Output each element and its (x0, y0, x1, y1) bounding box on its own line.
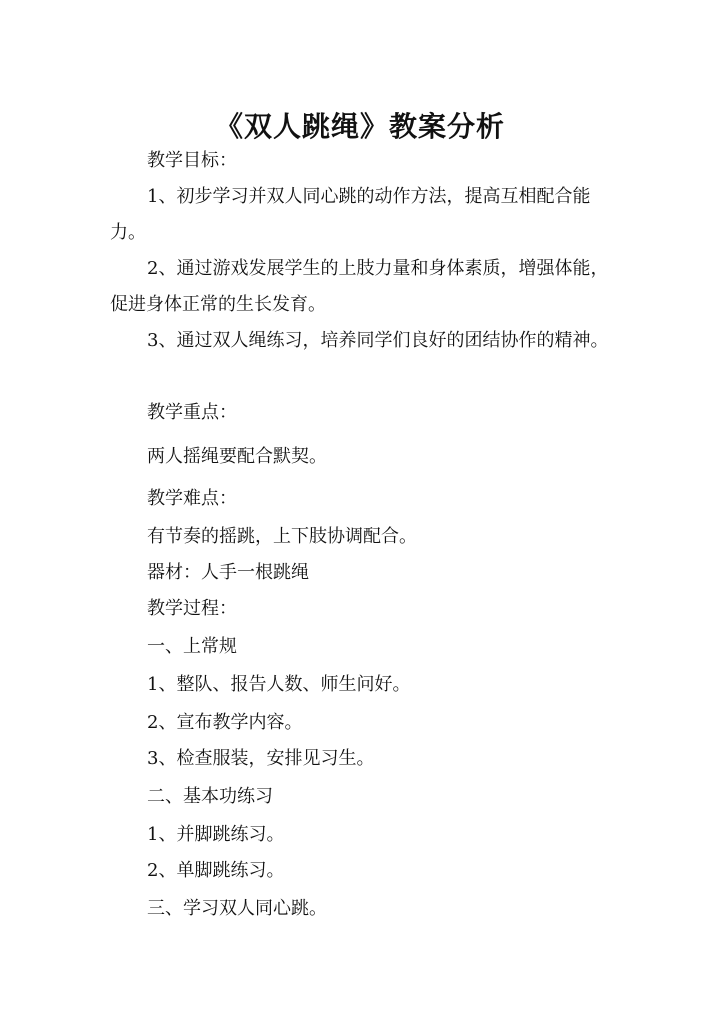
process-section-1: 一、上常规 (147, 636, 237, 657)
equipment-text: 器材：人手一根跳绳 (147, 562, 309, 583)
section-heading-key-points: 教学重点： (147, 402, 237, 423)
goal-item-3: 3、通过双人绳练习，培养同学们良好的团结协作的精神。 (147, 330, 609, 351)
key-point-text: 两人摇绳要配合默契。 (147, 446, 327, 467)
section-heading-difficulties: 教学难点： (147, 488, 237, 509)
difficulty-text: 有节奏的摇跳，上下肢协调配合。 (147, 526, 417, 547)
goal-item-2: 2、通过游戏发展学生的上肢力量和身体素质，增强体能，促进身体正常的生长发育。 (110, 258, 609, 315)
document-title: 《双人跳绳》教案分析 (214, 109, 505, 143)
process-step-1-1: 1、整队、报告人数、师生问好。 (147, 674, 411, 695)
process-step-1-3: 3、检查服装，安排见习生。 (147, 748, 375, 769)
process-step-1-2: 2、宣布教学内容。 (147, 712, 303, 733)
process-step-2-2: 2、单脚跳练习。 (147, 860, 285, 881)
section-heading-teaching-goals: 教学目标： (147, 150, 237, 171)
process-section-2: 二、基本功练习 (147, 786, 273, 807)
process-step-2-1: 1、并脚跳练习。 (147, 824, 285, 845)
section-heading-process: 教学过程： (147, 598, 237, 619)
process-section-3: 三、学习双人同心跳。 (147, 898, 327, 919)
goal-item-1: 1、初步学习并双人同心跳的动作方法，提高互相配合能力。 (110, 186, 591, 243)
